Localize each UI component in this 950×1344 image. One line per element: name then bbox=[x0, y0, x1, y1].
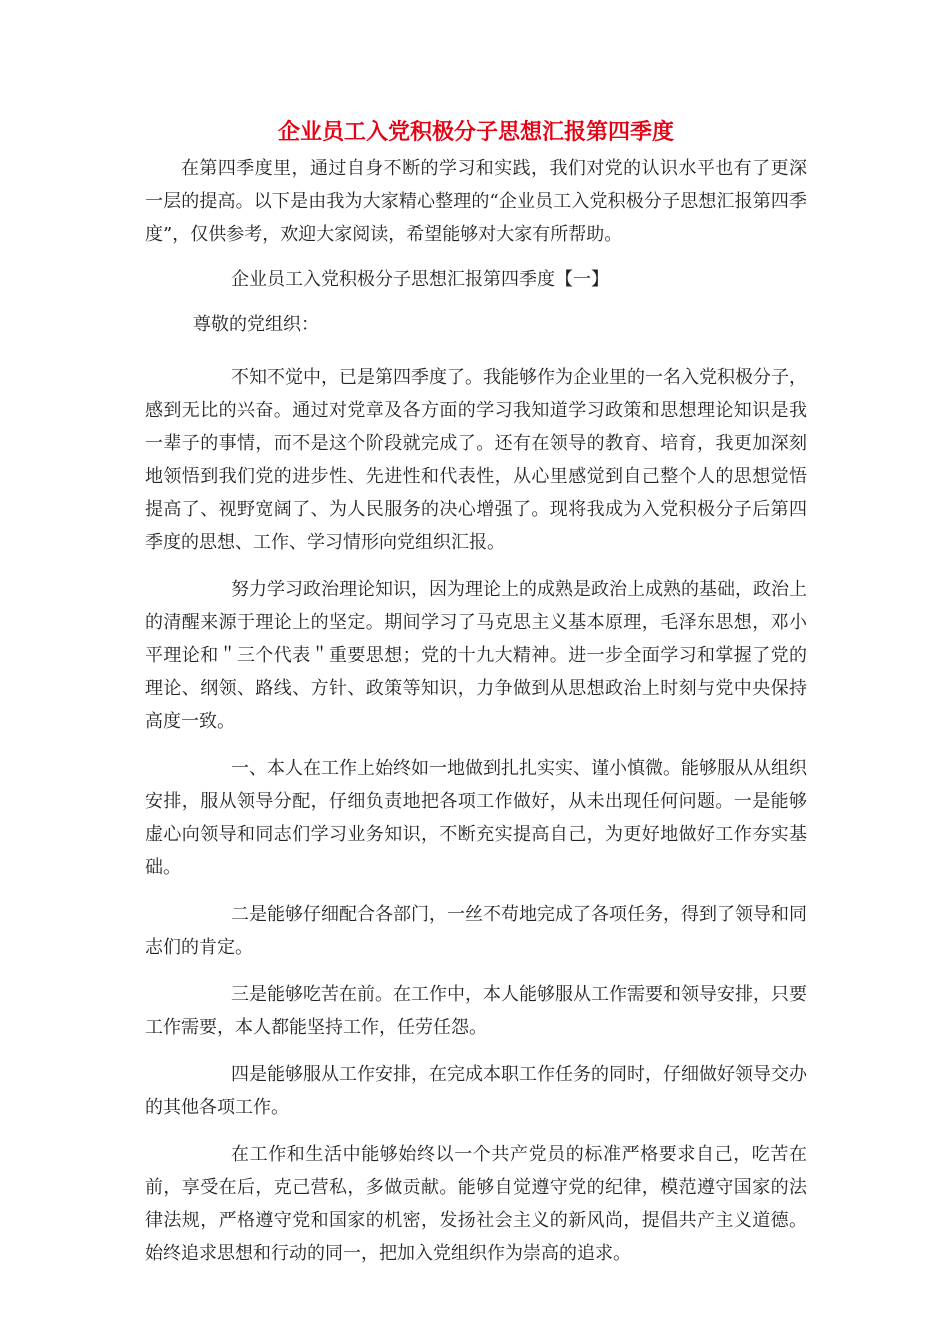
body-paragraph-4: 二是能够仔细配合各部门，一丝不苟地完成了各项任务，得到了领导和同志们的肯定。 bbox=[145, 904, 807, 958]
document-body bbox=[145, 116, 807, 1270]
document-title: 企业员工入党积极分子思想汇报第四季度 bbox=[277, 120, 674, 145]
body-paragraph-6: 四是能够服从工作安排，在完成本职工作任务的同时，仔细做好领导交办的其他各项工作。 bbox=[145, 1064, 807, 1118]
section-heading: 企业员工入党积极分子思想汇报第四季度【一】 bbox=[231, 269, 609, 290]
body-paragraph-5: 三是能够吃苦在前。在工作中，本人能够服从工作需要和领导安排，只要工作需要，本人都能坚持工作，任劳任怨。 bbox=[145, 984, 807, 1038]
body-paragraph-7: 在工作和生活中能够始终以一个共产党员的标准严格要求自己，吃苦在前，享受在后，克己营私，多做贡献。能够自觉遵守党的纪律，模范遵守国家的法律法规，严格遵守党和国家的机密，发扬社会主义的新风尚，提倡共产主义道德。始终追求思想和行动的同一，把加入党组织作为崇高的追求。 bbox=[145, 1144, 807, 1264]
salutation: 尊敬的党组织： bbox=[193, 314, 319, 335]
intro-paragraph: 在第四季度里，通过自身不断的学习和实践，我们对党的认识水平也有了更深一层的提高。以下是由我为大家精心整理的“企业员工入党积极分子思想汇报第四季度”，仅供参考，欢迎大家阅读，希望能够对大家有所帮助。 bbox=[145, 158, 807, 245]
body-paragraph-3: 一、本人在工作上始终如一地做到扎扎实实、谨小慎微。能够服从从组织安排，服从领导分配，仔细负责地把各项工作做好，从未出现任何问题。一是能够虚心向领导和同志们学习业务知识，不断充实提高自己，为更好地做好工作夯实基础。 bbox=[145, 758, 807, 878]
body-paragraph-2: 努力学习政治理论知识，因为理论上的成熟是政治上成熟的基础，政治上的清醒来源于理论上的坚定。期间学习了马克思主义基本原理，毛泽东思想，邓小平理论和＂三个代表＂重要思想；党的十九大精神。进一步全面学习和掌握了党的理论、纲领、路线、方针、政策等知识，力争做到从思想政治上时刻与党中央保持高度一致。 bbox=[145, 579, 807, 732]
body-paragraph-1: 不知不觉中，已是第四季度了。我能够作为企业里的一名入党积极分子，感到无比的兴奋。通过对党章及各方面的学习我知道学习政策和思想理论知识是我一辈子的事情，而不是这个阶段就完成了。还有在领导的教育、培育，我更加深刻地领悟到我们党的进步性、先进性和代表性，从心里感觉到自己整个人的思想觉悟提高了、视野宽阔了、为人民服务的决心增强了。现将我成为入党积极分子后第四季度的思想、工作、学习情形向党组织汇报。 bbox=[145, 367, 807, 553]
